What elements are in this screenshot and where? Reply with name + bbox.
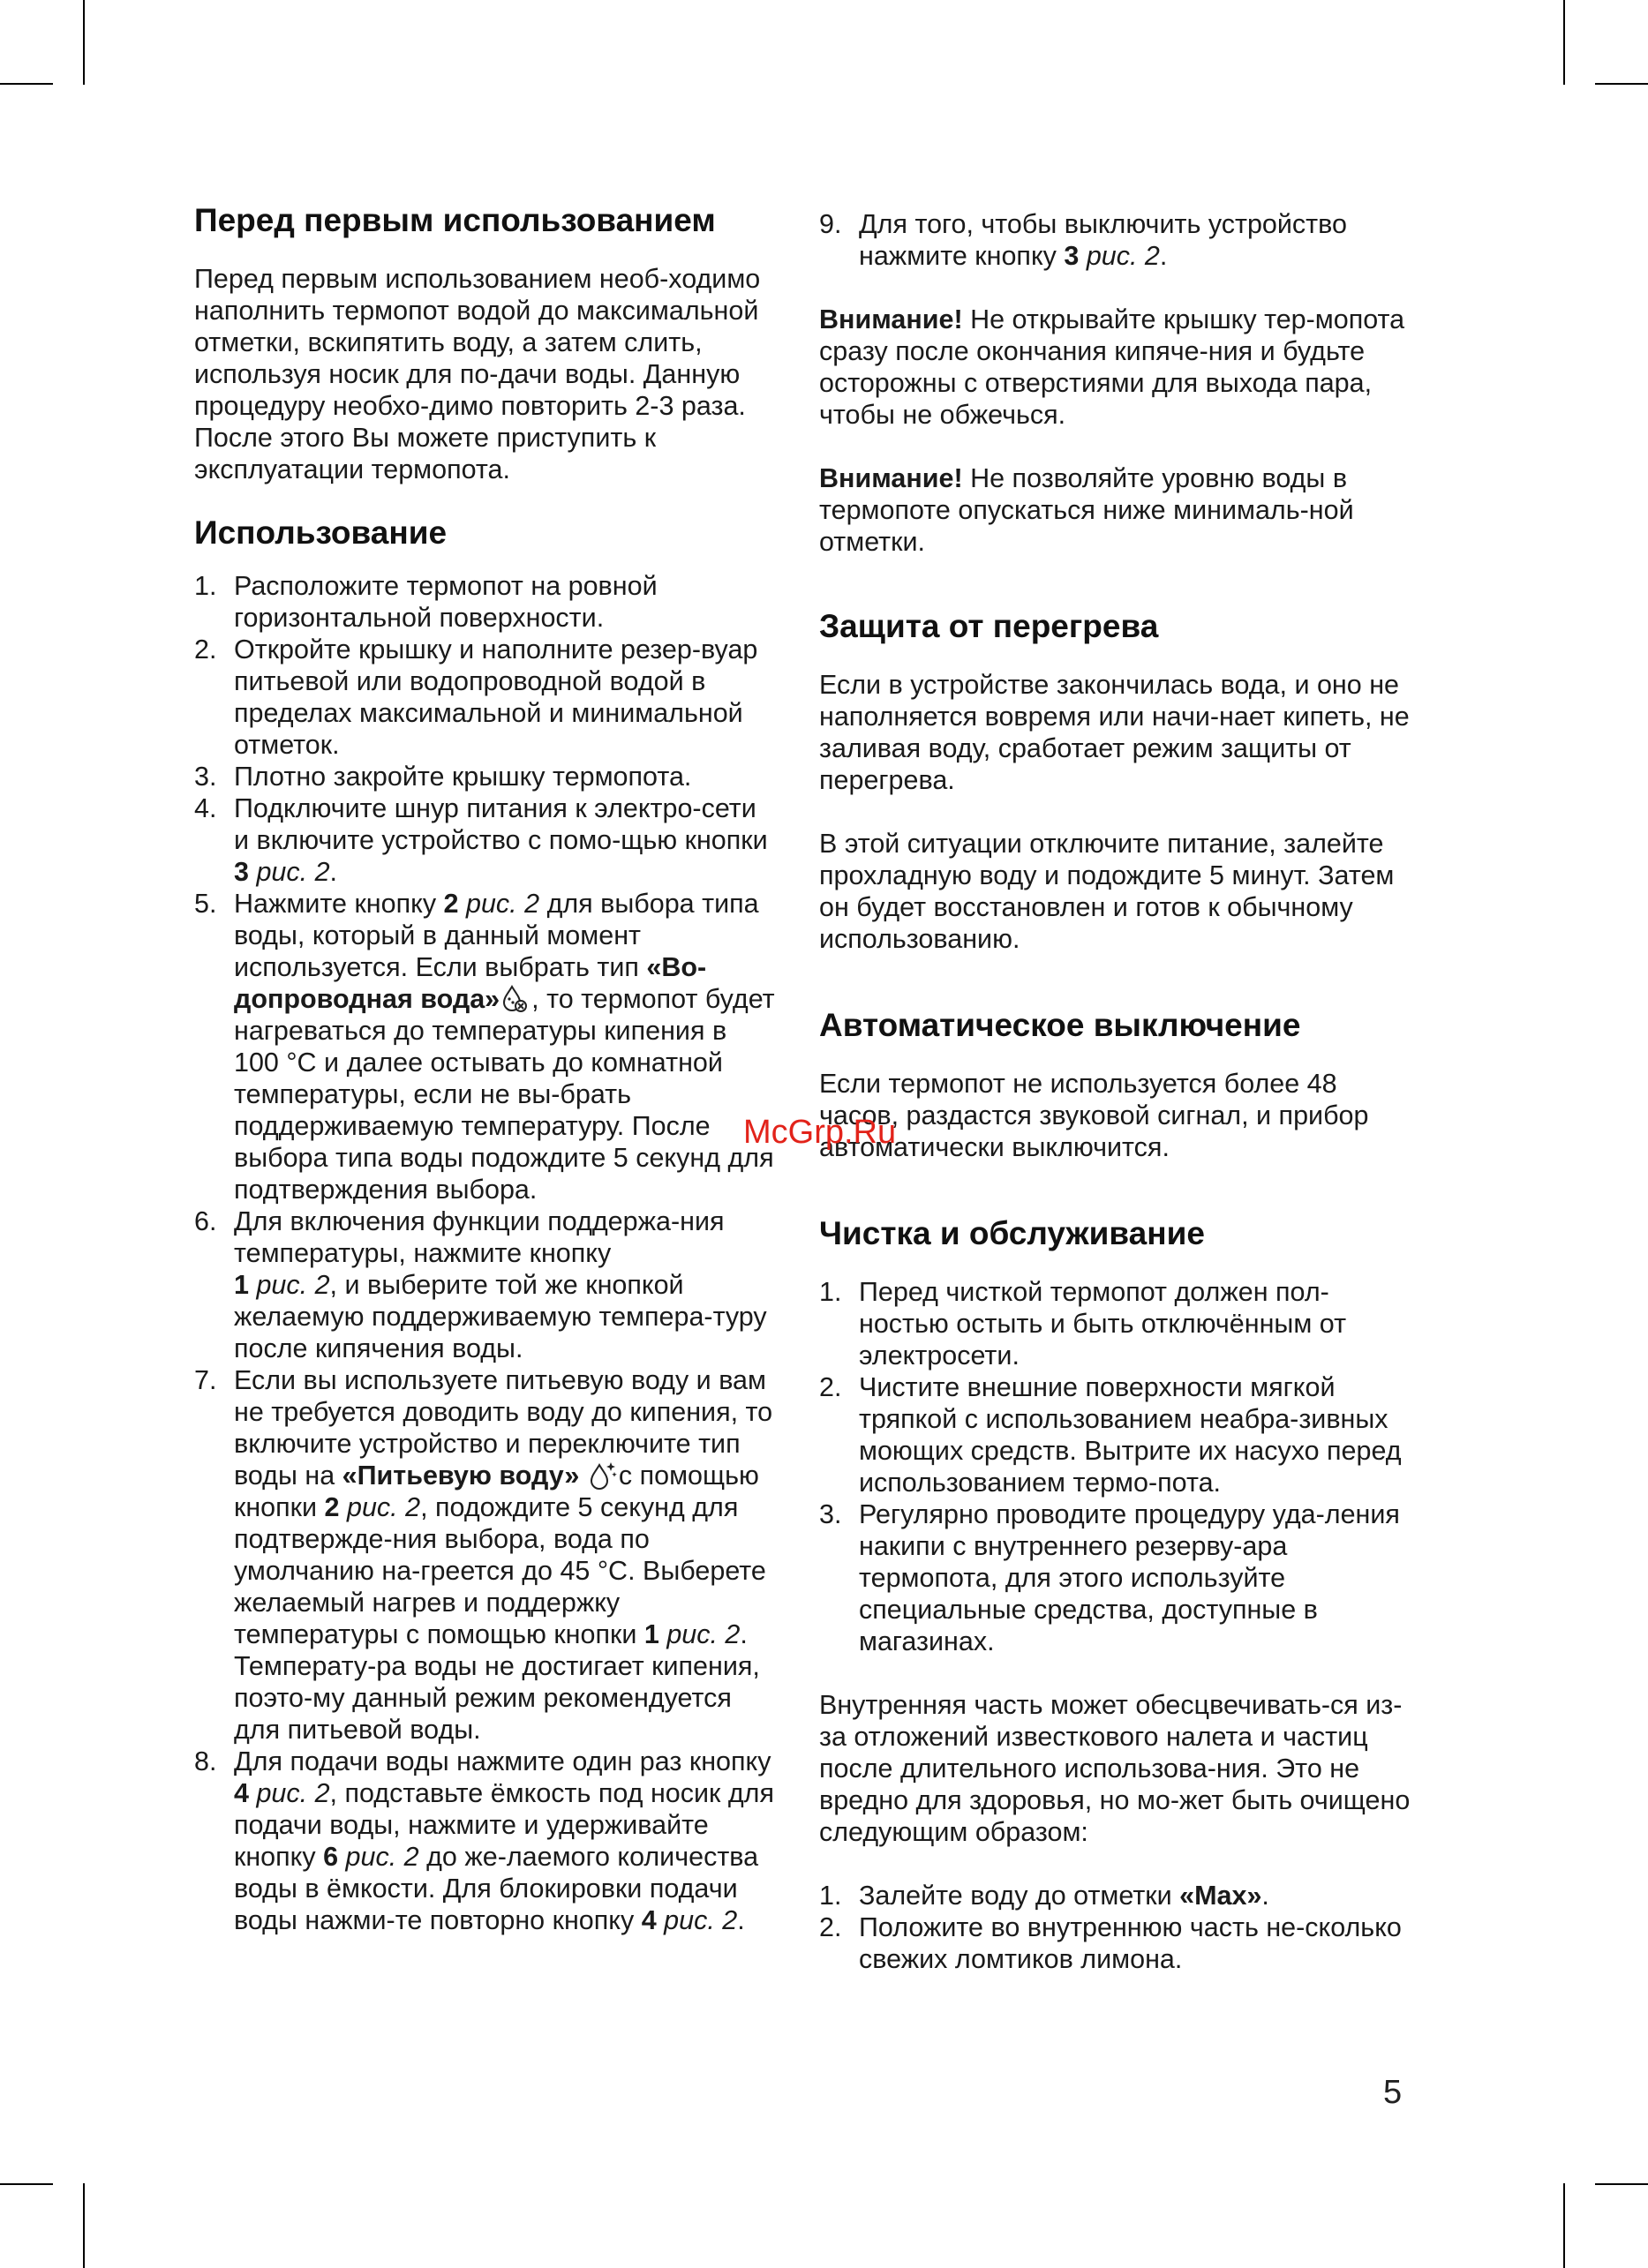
page-number: 5 <box>1383 2074 1403 2111</box>
left-column <box>194 201 777 1936</box>
crop-mark <box>1563 0 1565 85</box>
heading-cleaning: Чистка и обслуживание <box>819 1215 1205 1251</box>
crop-mark <box>83 2183 85 2268</box>
list-item: 4. Подключите шнур питания к электро-сети и включите устройство с помо-щью кнопки 3 рис. 2. <box>194 793 768 887</box>
paragraph-overheat-2: В этой ситуации отключите питание, залейте прохладную воду и подождите 5 минут. Затем он будет восстановлен и готов к обычному использованию. <box>819 829 1395 954</box>
heading-overheat-protection: Защита от перегрева <box>819 608 1159 644</box>
watermark: McGrp.Ru <box>743 1114 897 1151</box>
paragraph-auto-off: Если термопот не используется более 48 часов, раздастся звуковой сигнал, и прибор автоматически выключится. <box>819 1069 1369 1162</box>
crop-mark <box>1595 83 1648 85</box>
heading-auto-off: Автоматическое выключение <box>819 1007 1301 1043</box>
list-item: 9. Для того, чтобы выключить устройство нажмите кнопку 3 рис. 2. <box>819 209 1347 271</box>
crop-mark <box>83 0 85 85</box>
crop-mark <box>0 83 53 85</box>
list-item: 2. Откройте крышку и наполните резер-вуар питьевой или водопроводной водой в пределах максимальной и минимальной отметок. <box>194 635 758 760</box>
cleaning-list <box>819 1276 1411 1657</box>
list-item: 8. Для подачи воды нажмите один раз кнопку 4 рис. 2, подставьте ёмкость под носик для подачи воды, нажмите и удерживайте кнопку 6 рис. 2 до же-лаемого количества воды в ёмкости. Для блокировки подачи воды нажми-те повторно кнопку 4 рис. 2. <box>194 1746 774 1935</box>
list-item: 2. Положите во внутреннюю часть не-сколько свежих ломтиков лимона. <box>819 1912 1402 1974</box>
right-column <box>819 201 1411 1975</box>
warning-lid: Внимание! Не открывайте крышку тер-мопота сразу после окончания кипяче-ния и будьте осторожны с отверстиями для выхода пара, чтобы не обжечься. <box>819 304 1405 430</box>
list-item: 7. Если вы используете питьевую воду и вам не требуется доводить воду до кипения, то включите устройство и переключите тип воды на «Питьевую воду» с помощью кнопки 2 рис. 2, подождите 5 секунд для подтвержде-ния выбора, вода по умолчанию на-греется до 45 °C. Выберете желаемый нагрев и поддержку температуры с помощью кнопки 1 рис. 2. Температу-ра воды не достигает кипения, поэто-му данный режим рекомендуется для питьевой воды. <box>194 1365 773 1745</box>
drinking-water-drop-icon <box>587 1460 619 1491</box>
list-item: 1. Залейте воду до отметки «Max». <box>819 1881 1269 1911</box>
list-item: 2. Чистите внешние поверхности мягкой тряпкой с использованием неабра-зивных моющих средств. Вытрите их насухо перед использованием термо-пота. <box>819 1372 1402 1498</box>
paragraph-before-first-use: Перед первым использованием необ-ходимо наполнить термопот водой до максимальной отметки, вскипятить воду, а затем слить, используя носик для по-дачи воды. Данную процедуру необхо-димо повторить 2-3 раза. После этого Вы можете приступить к эксплуатации термопота. <box>194 264 761 484</box>
heading-usage: Использование <box>194 514 448 551</box>
paragraph-overheat-1: Если в устройстве закончилась вода, и оно не наполняется вовремя или начи-нает кипеть, не заливая воду, сработает режим защиты от перегрева. <box>819 670 1410 795</box>
usage-list <box>194 570 777 1936</box>
crop-mark <box>0 2183 53 2185</box>
list-item: 3. Регулярно проводите процедуру уда-ления накипи с внутреннего резерву-ара термопота, для этого используйте специальные средства, доступные в магазинах. <box>819 1499 1400 1656</box>
descaling-list <box>819 1880 1411 1975</box>
tap-water-drop-icon <box>500 983 531 1015</box>
usage-list-continued <box>819 208 1411 272</box>
list-item: 1. Перед чисткой термопот должен пол-ностью остыть и быть отключённым от электросети. <box>819 1277 1347 1371</box>
list-item: 3. Плотно закройте крышку термопота. <box>194 762 692 792</box>
warning-water-level: Внимание! Не позволяйте уровню воды в термопоте опускаться ниже минималь-ной отметки. <box>819 463 1354 557</box>
list-item: 1. Расположите термопот на ровной горизонтальной поверхности. <box>194 571 658 633</box>
paragraph-inner-part: Внутренняя часть может обесцвечивать-ся из-за отложений известкового налета и частиц после длительного использова-ния. Это не вредно для здоровья, но мо-жет быть очищено следующим образом: <box>819 1690 1411 1847</box>
heading-before-first-use: Перед первым использованием <box>194 202 716 238</box>
crop-mark <box>1563 2183 1565 2268</box>
list-item: 6. Для включения функции поддержа-ния температуры, нажмите кнопку 1 рис. 2, и выберите той же кнопкой желаемую поддерживаемую темпера-туру после кипячения воды. <box>194 1206 767 1363</box>
list-item: 5. Нажмите кнопку 2 рис. 2 для выбора типа воды, который в данный момент используется. Если выбрать тип «Во-допроводная вода» , то термопот будет нагреваться до температуры кипения в 100 °C и далее остывать до комнатной температуры, если не вы-брать поддерживаемую температуру. После выбора типа воды подождите 5 секунд для подтверждения выбора. <box>194 889 775 1205</box>
crop-mark <box>1595 2183 1648 2185</box>
